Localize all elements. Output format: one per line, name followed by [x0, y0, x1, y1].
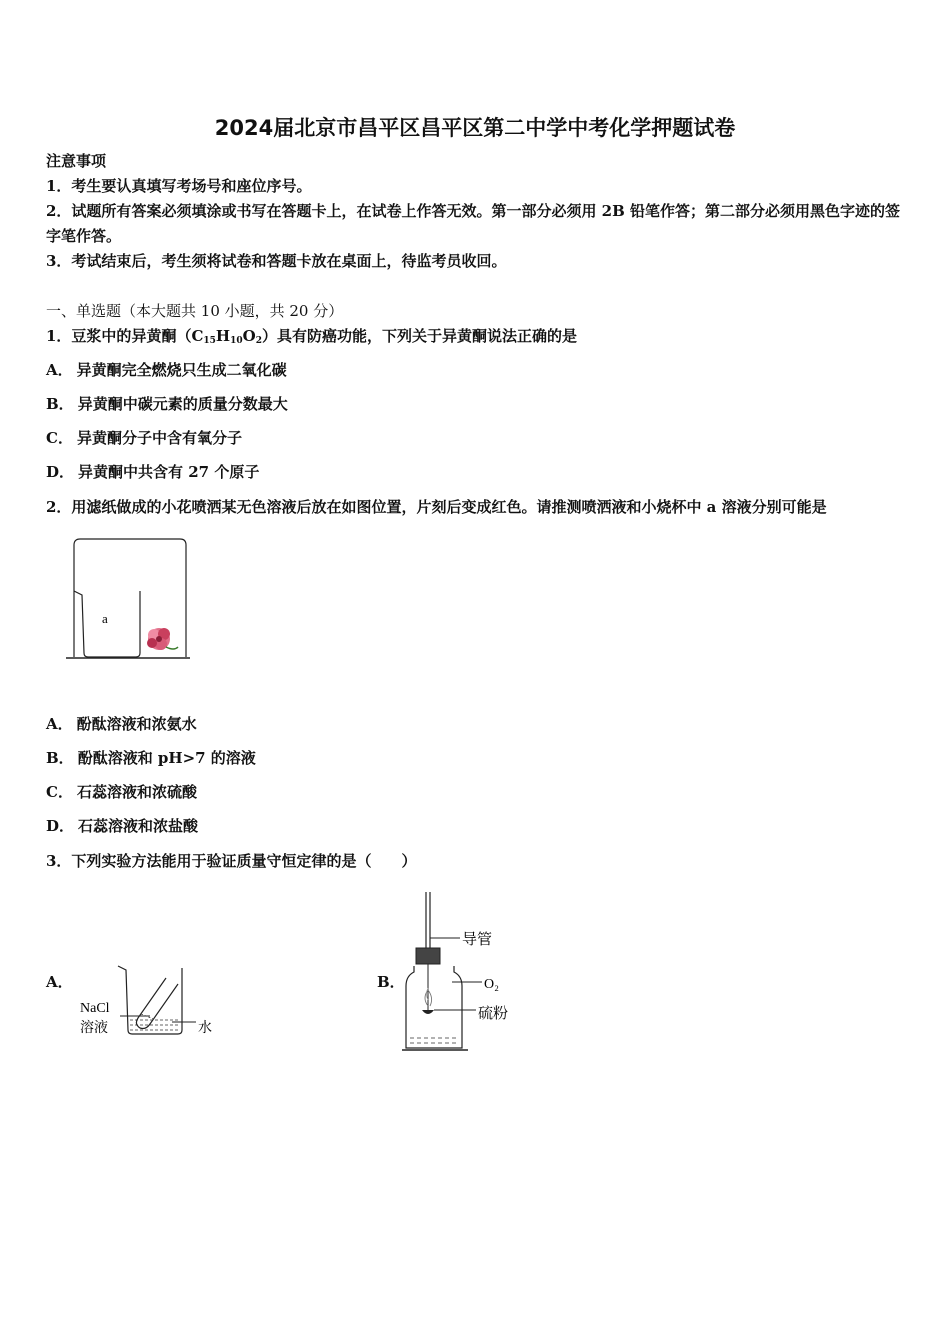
page-title: 2024届北京市昌平区昌平区第二中学中考化学押题试卷 [214, 116, 736, 140]
option-text: 石蕊溶液和浓盐酸 [78, 817, 199, 835]
option-text: 异黄酮中碳元素的质量分数最大 [77, 395, 288, 413]
q1-sub-o: 2 [255, 336, 262, 346]
option-text: 异黄酮中共含有 27 个原子 [78, 463, 260, 481]
q1-option-c[interactable] [46, 427, 242, 449]
question-3-stem: 3．下列实验方法能用于验证质量守恒定律的是（ ） [46, 852, 417, 870]
q1-stem-pre: 1．豆浆中的异黄酮（C [46, 327, 204, 345]
q3-figure-b-jar [400, 890, 525, 1055]
q1-option-d[interactable] [46, 461, 259, 483]
q2-option-c[interactable] [46, 781, 197, 803]
option-letter: B． [46, 395, 74, 413]
option-text: 酚酞溶液和浓氨水 [76, 715, 197, 733]
q2-option-b[interactable] [46, 747, 256, 769]
notice-item-2: 2．试题所有答案必须填涂或书写在答题卡上，在试卷上作答无效。第一部分必须用 2B 铅笔作答；第二部分必须用黑色字迹的签字笔作答。 [46, 202, 901, 245]
q3-option-a[interactable] [46, 971, 73, 993]
label-solution: 溶液 [80, 1020, 108, 1036]
q2-option-a[interactable] [46, 713, 197, 735]
q1-option-a[interactable] [46, 359, 287, 381]
label-tube: 导管 [462, 930, 493, 948]
q2-figure-bell-jar [62, 535, 192, 663]
label-sulfur: 硫粉 [478, 1004, 509, 1022]
option-letter: A． [46, 973, 73, 991]
q3-figure-a-beaker [78, 962, 223, 1042]
q1-stem-post: ）具有防癌功能，下列关于异黄酮说法正确的是 [261, 327, 577, 345]
option-text: 异黄酮完全燃烧只生成二氧化碳 [76, 361, 287, 379]
q1-h: H [215, 327, 231, 345]
label-water: 水 [198, 1020, 212, 1036]
label-o2: O₂ [484, 977, 499, 992]
q1-sub-c: 15 [203, 336, 216, 346]
option-text: 石蕊溶液和浓硫酸 [76, 783, 197, 801]
q2-option-d[interactable] [46, 815, 198, 837]
option-letter: C． [46, 783, 73, 801]
question-1-stem [46, 325, 577, 352]
q1-o: O [242, 327, 256, 345]
q1-sub-h: 10 [230, 336, 243, 346]
beaker-label-a: a [102, 611, 108, 626]
option-letter: A． [46, 715, 73, 733]
notice-item-1: 1．考生要认真填写考场号和座位序号。 [46, 177, 312, 195]
option-text: 酚酞溶液和 pH>7 的溶液 [77, 749, 256, 767]
option-letter: A． [46, 361, 73, 379]
label-nacl: NaCl [80, 1001, 110, 1016]
option-letter: B． [377, 973, 405, 991]
option-letter: D． [46, 817, 75, 835]
option-letter: D． [46, 463, 75, 481]
paper-flower-icon [147, 628, 178, 650]
section-heading: 一、单选题（本大题共 10 小题，共 20 分） [46, 302, 344, 320]
notice-item-3: 3．考试结束后，考生须将试卷和答题卡放在桌面上，待监考员收回。 [46, 252, 507, 270]
q1-option-b[interactable] [46, 393, 288, 415]
question-2-stem: 2．用滤纸做成的小花喷洒某无色溶液后放在如图位置，片刻后变成红色。请推测喷洒液和小烧杯中 a 溶液分别可能是 [46, 498, 827, 516]
notice-heading: 注意事项 [46, 152, 107, 170]
option-letter: C． [46, 429, 73, 447]
option-letter: B． [46, 749, 74, 767]
option-text: 异黄酮分子中含有氧分子 [76, 429, 242, 447]
